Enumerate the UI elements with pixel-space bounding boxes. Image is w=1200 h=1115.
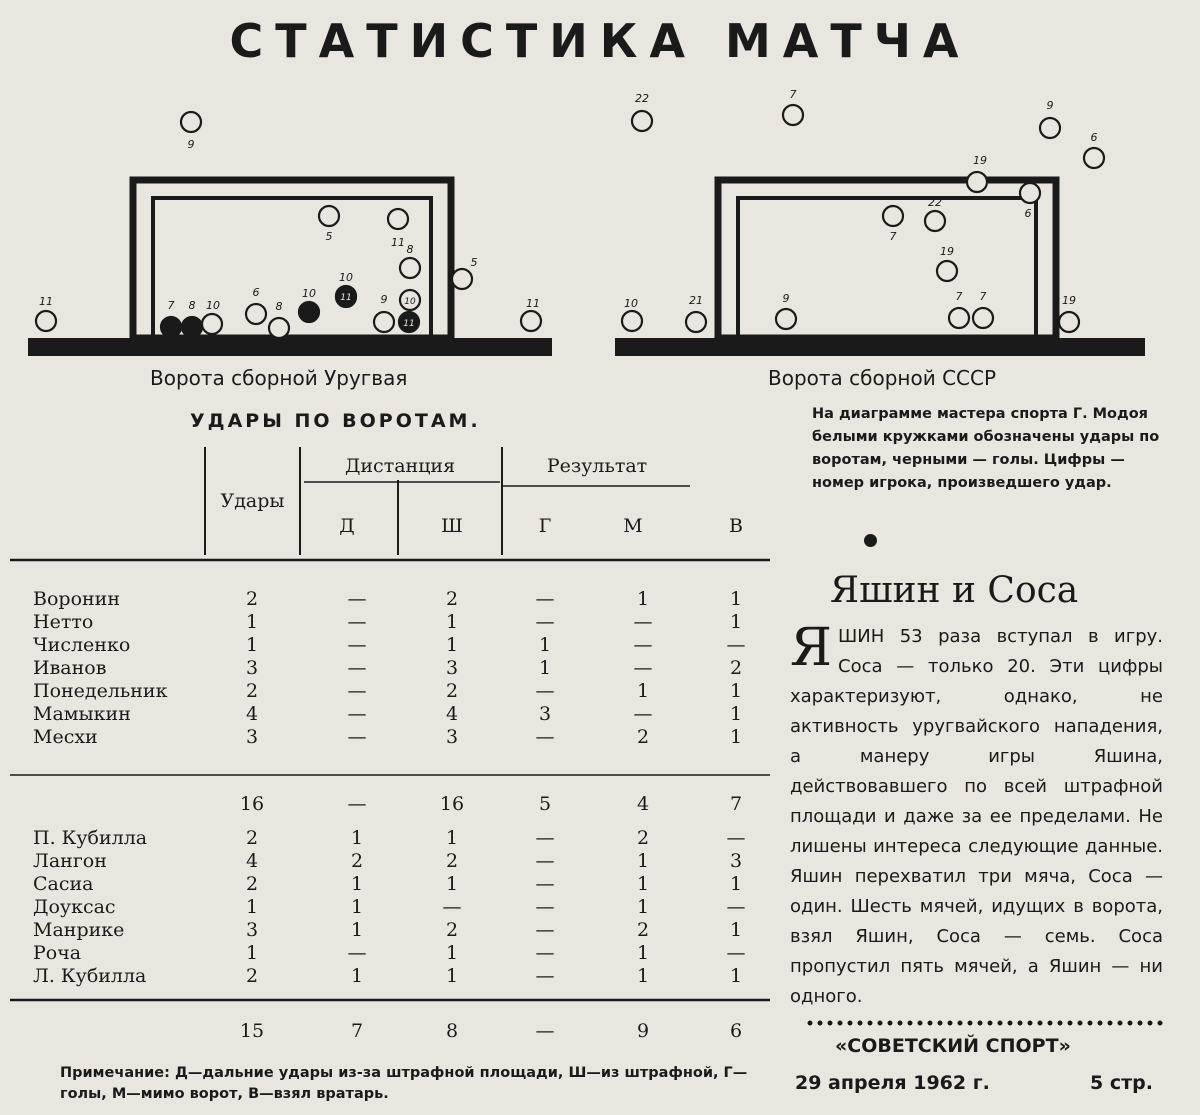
cell-sh: 2 bbox=[445, 919, 459, 941]
cell-total: 1 bbox=[245, 634, 259, 656]
cell-total: 1 bbox=[245, 942, 259, 964]
dotted-divider bbox=[805, 1018, 1165, 1028]
cell-m: — bbox=[633, 611, 653, 633]
cell-m: 2 bbox=[636, 919, 650, 941]
cell-v: 1 bbox=[729, 588, 743, 610]
player-number-label: 11 bbox=[39, 295, 53, 308]
player-number-label: 9 bbox=[1046, 99, 1054, 112]
cell-total: 2 bbox=[245, 965, 259, 987]
cell-sh: 1 bbox=[445, 965, 459, 987]
article-title: Яшин и Соса bbox=[830, 570, 1079, 611]
cell-v: 7 bbox=[729, 793, 743, 815]
player-number-label: 19 bbox=[1062, 294, 1076, 307]
player-number-label: 21 bbox=[689, 294, 703, 307]
shot-marker bbox=[1040, 118, 1060, 138]
cell-m: 1 bbox=[636, 850, 650, 872]
cell-v: 6 bbox=[729, 1020, 743, 1042]
cell-d: — bbox=[347, 793, 367, 815]
player-number-label: 5 bbox=[325, 230, 333, 243]
cell-v: 3 bbox=[729, 850, 743, 872]
cell-v: 1 bbox=[729, 611, 743, 633]
cell-sh: 1 bbox=[445, 942, 459, 964]
cell-total: 3 bbox=[245, 726, 259, 748]
cell-d: — bbox=[347, 703, 367, 725]
cell-d: — bbox=[347, 942, 367, 964]
cell-v: 2 bbox=[729, 657, 743, 679]
player-name: Воронин bbox=[33, 588, 120, 610]
diagram-legend-note: На диаграмме мастера спорта Г. Модоя белыми кружками обозначены удары по воротам, черными — голы. Цифры — номер игрока, произведшего удар. bbox=[812, 406, 1160, 491]
player-number-label: 22 bbox=[635, 92, 649, 105]
player-number-label: 7 bbox=[955, 290, 963, 303]
cell-sh: 16 bbox=[439, 793, 465, 815]
col-header-sh: Ш bbox=[441, 515, 463, 537]
cell-d: — bbox=[347, 611, 367, 633]
cell-v: — bbox=[726, 634, 746, 656]
player-number-label: 11 bbox=[526, 297, 540, 310]
player-number-label: 9 bbox=[782, 292, 790, 305]
cell-v: 1 bbox=[729, 873, 743, 895]
article-body bbox=[790, 618, 1163, 1012]
player-name: П. Кубилла bbox=[33, 827, 148, 849]
player-number-label: 8 bbox=[406, 243, 414, 256]
cell-sh: 8 bbox=[445, 1020, 459, 1042]
cell-v: 1 bbox=[729, 919, 743, 941]
cell-total: 2 bbox=[245, 588, 259, 610]
cell-m: 1 bbox=[636, 896, 650, 918]
shot-marker bbox=[967, 172, 987, 192]
player-name: Доуксас bbox=[33, 896, 116, 918]
cell-g: — bbox=[535, 611, 555, 633]
cell-total: 4 bbox=[245, 850, 259, 872]
cell-d: 7 bbox=[350, 1020, 364, 1042]
player-number-label: 8 bbox=[188, 299, 196, 312]
cell-total: 2 bbox=[245, 873, 259, 895]
source-page: 5 стр. bbox=[1090, 1072, 1153, 1094]
shot-marker bbox=[1084, 148, 1104, 168]
cell-g: — bbox=[535, 1020, 555, 1042]
cell-total: 16 bbox=[239, 793, 265, 815]
player-number-label: 8 bbox=[275, 300, 283, 313]
group-header-result: Результат bbox=[546, 455, 648, 477]
player-number-label: 22 bbox=[928, 196, 942, 209]
player-number-label: 10 bbox=[339, 271, 353, 284]
col-header-m: М bbox=[623, 515, 643, 537]
player-number-label: 9 bbox=[187, 138, 195, 151]
cell-v: — bbox=[726, 942, 746, 964]
cell-v: 1 bbox=[729, 726, 743, 748]
cell-sh: 1 bbox=[445, 634, 459, 656]
player-name: Понедельник bbox=[33, 680, 168, 702]
cell-sh: 2 bbox=[445, 850, 459, 872]
article-text: ШИН 53 раза вступал в игру. Соса — только 20. Эти цифры характеризуют, однако, не активность уругвайского нападения, а манеру игры Яшина, действовавшего по всей штрафной площади и даже за ее пределами. Не лишены интереса следующие данные. Яшин перехватил три мяча, Соса — один. Шесть мячей, идущих в ворота, взял Яшин, Соса — семь. Соса пропустил пять мячей, а Яшин — ни одного. bbox=[790, 626, 1163, 1007]
player-number-label: 10 bbox=[206, 299, 220, 312]
player-name: Месхи bbox=[33, 726, 98, 748]
cell-sh: 1 bbox=[445, 611, 459, 633]
cell-d: — bbox=[347, 657, 367, 679]
cell-sh: 3 bbox=[445, 657, 459, 679]
player-name: Роча bbox=[33, 942, 82, 964]
cell-m: 2 bbox=[636, 726, 650, 748]
source-date: 29 апреля 1962 г. bbox=[795, 1072, 990, 1094]
player-number-label: 9 bbox=[380, 293, 388, 306]
cell-d: — bbox=[347, 634, 367, 656]
legend-goal-dot bbox=[864, 534, 877, 547]
cell-sh: 2 bbox=[445, 588, 459, 610]
cell-total: 3 bbox=[245, 919, 259, 941]
cell-sh: 2 bbox=[445, 680, 459, 702]
shot-marker bbox=[883, 206, 903, 226]
player-number-label: 7 bbox=[789, 88, 797, 101]
source-newspaper: «СОВЕТСКИЙ СПОРТ» bbox=[835, 1035, 1071, 1057]
player-number-label: 11 bbox=[403, 319, 415, 329]
shots-heading: УДАРЫ ПО ВОРОТАМ. bbox=[190, 410, 481, 432]
player-number-label: 7 bbox=[889, 230, 897, 243]
player-number-label: 19 bbox=[973, 154, 987, 167]
cell-total: 4 bbox=[245, 703, 259, 725]
cell-d: 1 bbox=[350, 827, 364, 849]
player-number-label: 7 bbox=[167, 299, 175, 312]
shot-marker bbox=[1059, 312, 1079, 332]
cell-d: 1 bbox=[350, 919, 364, 941]
player-name: Сасиа bbox=[33, 873, 94, 895]
player-number-label: 11 bbox=[340, 293, 352, 303]
caption-ussr-goal: Ворота сборной СССР bbox=[768, 366, 997, 390]
cell-sh: 4 bbox=[445, 703, 459, 725]
cell-total: 1 bbox=[245, 896, 259, 918]
cell-m: — bbox=[633, 657, 653, 679]
col-header-v: В bbox=[729, 515, 743, 537]
cell-total: 2 bbox=[245, 827, 259, 849]
cell-d: 1 bbox=[350, 965, 364, 987]
cell-g: 3 bbox=[538, 703, 552, 725]
shot-marker bbox=[973, 308, 993, 328]
cell-m: 1 bbox=[636, 965, 650, 987]
cell-m: 1 bbox=[636, 942, 650, 964]
cell-g: — bbox=[535, 726, 555, 748]
player-name: Лангон bbox=[33, 850, 107, 872]
cell-g: — bbox=[535, 588, 555, 610]
cell-g: 1 bbox=[538, 634, 552, 656]
cell-d: 2 bbox=[350, 850, 364, 872]
col-header-d: Д bbox=[339, 515, 355, 537]
cell-sh: 3 bbox=[445, 726, 459, 748]
article-dropcap: Я bbox=[790, 618, 832, 678]
cell-total: 3 bbox=[245, 657, 259, 679]
cell-d: — bbox=[347, 680, 367, 702]
cell-total: 15 bbox=[239, 1020, 265, 1042]
cell-sh: 1 bbox=[445, 827, 459, 849]
cell-g: — bbox=[535, 827, 555, 849]
player-name: Численко bbox=[33, 634, 131, 656]
player-number-label: 10 bbox=[624, 297, 638, 310]
player-number-label: 10 bbox=[404, 297, 416, 307]
cell-d: 1 bbox=[350, 873, 364, 895]
cell-d: — bbox=[347, 726, 367, 748]
shot-marker bbox=[1020, 183, 1040, 203]
player-number-label: 7 bbox=[979, 290, 987, 303]
cell-m: 1 bbox=[636, 588, 650, 610]
cell-v: 1 bbox=[729, 680, 743, 702]
cell-g: — bbox=[535, 680, 555, 702]
cell-g: — bbox=[535, 919, 555, 941]
cell-m: 9 bbox=[636, 1020, 650, 1042]
cell-m: — bbox=[633, 634, 653, 656]
cell-v: 1 bbox=[729, 965, 743, 987]
table-footnote: Примечание: Д—дальние удары из-за штрафной площади, Ш—из штрафной, Г—голы, М—мимо ворот, В—взял вратарь. bbox=[60, 1065, 748, 1102]
cell-v: 1 bbox=[729, 703, 743, 725]
cell-total: 1 bbox=[245, 611, 259, 633]
cell-m: 2 bbox=[636, 827, 650, 849]
shot-marker bbox=[925, 211, 945, 231]
cell-v: — bbox=[726, 827, 746, 849]
player-name: Мамыкин bbox=[33, 703, 131, 725]
player-number-label: 19 bbox=[940, 245, 954, 258]
player-number-label: 10 bbox=[302, 287, 316, 300]
player-name: Манрике bbox=[33, 919, 125, 941]
shot-marker bbox=[937, 261, 957, 281]
cell-m: 1 bbox=[636, 873, 650, 895]
cell-g: — bbox=[535, 873, 555, 895]
cell-g: 5 bbox=[538, 793, 552, 815]
cell-g: — bbox=[535, 896, 555, 918]
player-name: Л. Кубилла bbox=[33, 965, 147, 987]
caption-uruguay-goal: Ворота сборной Уругвая bbox=[150, 366, 408, 390]
player-number-label: 5 bbox=[470, 256, 478, 269]
col-header-shots: Удары bbox=[220, 490, 285, 512]
group-header-distance: Дистанция bbox=[344, 455, 456, 477]
cell-d: 1 bbox=[350, 896, 364, 918]
player-number-label: 11 bbox=[391, 236, 405, 249]
cell-d: — bbox=[347, 588, 367, 610]
cell-m: — bbox=[633, 703, 653, 725]
cell-sh: 1 bbox=[445, 873, 459, 895]
shot-marker bbox=[949, 308, 969, 328]
player-name: Иванов bbox=[33, 657, 107, 679]
player-number-label: 6 bbox=[1090, 131, 1098, 144]
page-title: СТАТИСТИКА МАТЧА bbox=[229, 14, 971, 68]
cell-g: — bbox=[535, 942, 555, 964]
cell-m: 1 bbox=[636, 680, 650, 702]
cell-sh: — bbox=[442, 896, 462, 918]
cell-g: — bbox=[535, 850, 555, 872]
player-number-label: 6 bbox=[1024, 207, 1032, 220]
cell-total: 2 bbox=[245, 680, 259, 702]
cell-g: — bbox=[535, 965, 555, 987]
col-header-g: Г bbox=[538, 515, 552, 537]
cell-g: 1 bbox=[538, 657, 552, 679]
player-number-label: 6 bbox=[252, 286, 260, 299]
player-name: Нетто bbox=[33, 611, 94, 633]
cell-v: — bbox=[726, 896, 746, 918]
cell-m: 4 bbox=[636, 793, 650, 815]
